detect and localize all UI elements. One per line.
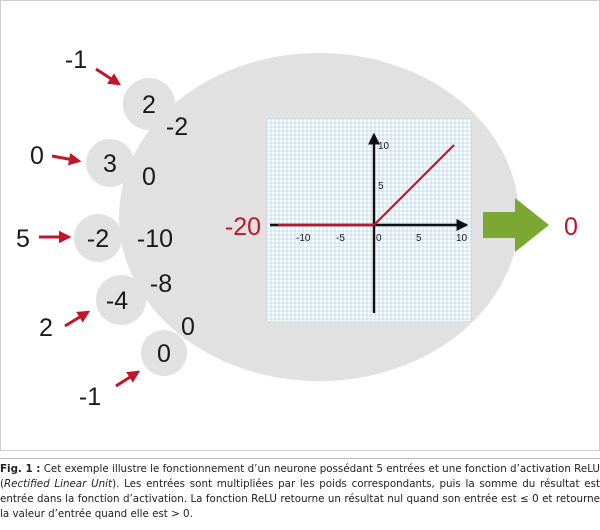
weighted-product: 0: [181, 313, 195, 341]
caption-italic: Rectified Linear Unit: [4, 478, 113, 490]
input-arrow: [116, 372, 138, 386]
y-tick-label: 10: [378, 141, 390, 152]
weight-value: -4: [105, 287, 129, 315]
input-value: 5: [16, 225, 30, 253]
x-tick-label: 10: [456, 233, 468, 244]
y-tick-label: 5: [378, 181, 384, 192]
input-arrow: [65, 312, 88, 326]
input-value: 2: [39, 314, 53, 342]
weighted-product: -2: [165, 113, 189, 141]
caption-divider: [0, 458, 600, 459]
input-arrow: [96, 69, 119, 84]
caption-label: Fig. 1 :: [0, 463, 41, 475]
x-tick-label: -5: [336, 233, 345, 244]
input-value: -1: [64, 46, 88, 74]
output-value: 0: [564, 213, 578, 241]
input-value: 0: [30, 142, 44, 170]
x-tick-label: 5: [416, 233, 422, 244]
input-value: -1: [78, 383, 102, 411]
neuron-diagram: [1, 1, 600, 451]
figure-caption: [0, 462, 600, 522]
input-arrow: [52, 156, 79, 161]
weight-value: 0: [157, 340, 171, 368]
relu-chart: [267, 119, 471, 321]
weight-value: -2: [86, 225, 110, 253]
weighted-product: -8: [149, 270, 173, 298]
weight-value: 3: [103, 150, 117, 178]
weighted-product: 0: [142, 163, 156, 191]
caption-text-end: ). Les entrées sont multipliées par les poids correspondants, puis la somme du résultat est entrée dans la fonction d’activation. La fonction ReLU retourne un résultat nul quand son entrée est ≤ 0 et retourne la valeur d’entrée quand elle est > 0.: [0, 478, 600, 520]
weight-value: 2: [142, 91, 156, 119]
weighted-product: -10: [136, 225, 174, 253]
x-tick-label: 0: [376, 233, 382, 244]
sum-value: -20: [224, 213, 262, 241]
caption-text: Cet exemple illustre le fonctionnement d’un neurone possédant 5 entrées et une fonction d’activation ReLU (: [0, 463, 600, 490]
x-tick-label: -10: [296, 233, 311, 244]
